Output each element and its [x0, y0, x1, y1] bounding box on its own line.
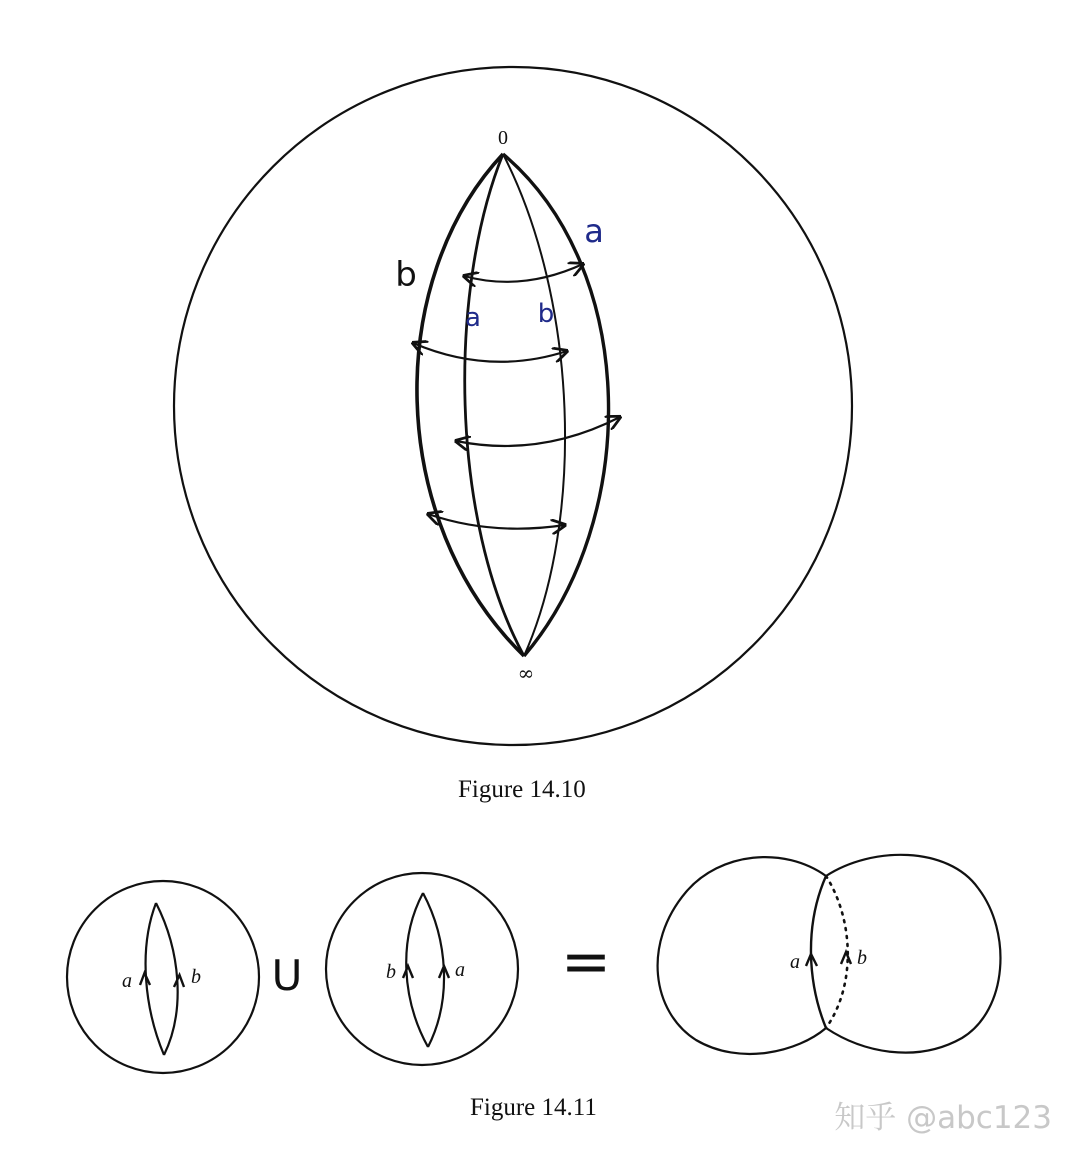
middle-label-a: a [455, 959, 465, 981]
middle-arrowhead-b [403, 966, 413, 978]
label-a-inner: a [465, 303, 481, 333]
label-zero: 0 [498, 127, 508, 149]
union-symbol: U [271, 951, 303, 1000]
identification-arrow-1 [464, 264, 583, 282]
watermark: 知乎 @abc123 [834, 1100, 1052, 1136]
identification-arrow-4 [428, 514, 565, 529]
identification-arrow-3 [456, 417, 620, 446]
label-a-outer: a [584, 212, 604, 250]
result-surface [658, 855, 1001, 1054]
caption-figure-14-11: Figure 14.11 [470, 1094, 597, 1121]
seam-outer-left-b [417, 154, 524, 656]
result-label-a: a [790, 951, 800, 973]
result-label-b: b [857, 947, 867, 969]
label-infinity: ∞ [517, 661, 535, 685]
label-b-outer: b [395, 255, 417, 295]
middle-label-b: b [386, 961, 396, 983]
middle-slit-a [423, 893, 444, 1047]
caption-figure-14-10: Figure 14.10 [458, 776, 586, 803]
seam-inner-left-a [465, 154, 524, 656]
left-label-b: b [191, 966, 201, 988]
left-arrowhead-b [174, 975, 184, 987]
result-seam-a [811, 876, 826, 1028]
left-label-a: a [122, 970, 132, 992]
result-arrowhead-b [841, 952, 851, 964]
equals-symbol: = [560, 927, 612, 997]
figure-14-11 [67, 855, 1000, 1073]
left-slit-b [156, 903, 178, 1055]
result-seam-b-dotted [826, 876, 848, 1028]
figure-14-10 [174, 67, 852, 745]
identification-arrow-2 [413, 343, 567, 362]
seam-inner-right-b [503, 154, 565, 656]
left-sphere [67, 881, 259, 1073]
label-b-inner: b [537, 299, 555, 329]
